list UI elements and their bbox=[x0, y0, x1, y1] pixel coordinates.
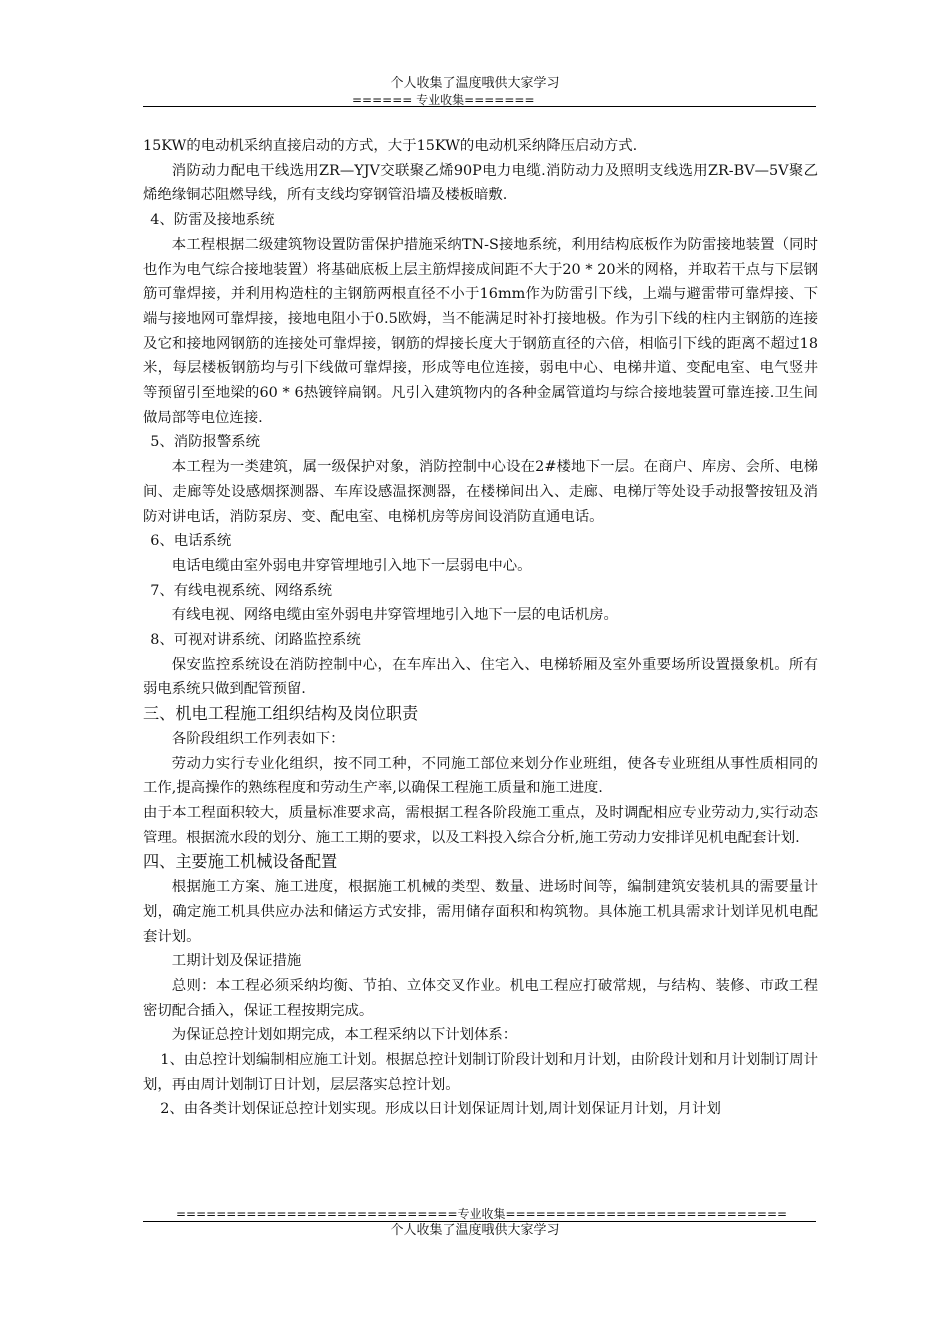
paragraph-fire-power-cable: 消防动力配电干线选用ZR—YJV交联聚乙烯90P电力电缆.消防动力及照明支线选用ZR-BV—5V聚乙烯绝缘铜芯阻燃导线，所有支线均穿钢管沿墙及楼板暗敷. bbox=[143, 162, 818, 204]
paragraph-lightning-grounding: 本工程根据二级建筑物设置防雷保护措施采纳TN-S接地系统，利用结构底板作为防雷接地装置（同时也作为电气综合接地装置）将基础底板上层主筋焊接成间距不大于20 * 20米的网格，并取若干点与下层钢筋可靠焊接，并利用构造柱的主钢筋两根直径不小于16mm作为防雷引下线，上端与避雷带可靠焊接、下端与接地网可靠焊接，接地电阻小于0.5欧姆，当不能满足时补打接地极。作为引下线的柱内主钢筋的连接及它和接地网钢筋的连接处可靠焊接，钢筋的焊接长度大于钢筋直径的六倍，相临引下线的距离不超过18米，每层楼板钢筋均与引下线做可靠焊接，形成等电位连接，弱电中心、电梯井道、变配电室、电气竖井等预留引至地梁的60 * 6热镀锌扁钢。凡引入建筑物内的各种金属管道均与综合接地装置可靠连接.卫生间做局部等电位连接. bbox=[143, 236, 818, 426]
header-divider bbox=[143, 106, 816, 107]
paragraph-stage-work-list: 各阶段组织工作列表如下： bbox=[171, 730, 345, 747]
paragraph-schedule-general: 总则：本工程必须采纳均衡、节拍、立体交叉作业。机电工程应打破常规，与结构、装修、市政工程密切配合插入，保证工程按期完成。 bbox=[143, 977, 818, 1019]
paragraph-telephone: 电话电缆由室外弱电井穿管埋地引入地下一层弱电中心。 bbox=[171, 557, 532, 574]
paragraph-fire-alarm: 本工程为一类建筑，属一级保护对象，消防控制中心设在2#楼地下一层。在商户、库房、会所、电梯间、走廊等处设感烟探测器、车库设感温探测器，在楼梯间出入、走廊、电梯厅等处设手动报警按钮及消防对讲电话，消防泵房、变、配电室、电梯机房等房间设消防直通电话。 bbox=[143, 459, 818, 525]
heading-cctv-intercom: 8、可视对讲系统、闭路监控系统 bbox=[150, 632, 361, 649]
list-item: 1、由总控计划编制相应施工计划。根据总控计划制订阶段计划和月计划，由阶段计划和月计划制订周计划，再由周计划制订日计划，层层落实总控计划。 bbox=[143, 1052, 818, 1093]
list-item: 2、由各类计划保证总控计划实现。形成以日计划保证周计划,周计划保证月计划，月计划 bbox=[160, 1101, 721, 1118]
heading-fire-alarm: 5、消防报警系统 bbox=[150, 434, 261, 451]
paragraph-cable-tv: 有线电视、网络电缆由室外弱电井穿管埋地引入地下一层的电话机房。 bbox=[171, 607, 618, 624]
header-subtitle: ====== 专业收集======= bbox=[352, 93, 535, 107]
paragraph-schedule-title: 工期计划及保证措施 bbox=[171, 953, 302, 970]
paragraph-labor-management: 由于本工程面积较大，质量标准要求高，需根据工程各阶段施工重点，及时调配相应专业劳动力,实行动态管理。根据流水段的划分、施工工期的要求，以及工料投入综合分析,施工劳动力安排详见机电配套计划. bbox=[143, 804, 818, 846]
paragraph-labor-organization: 劳动力实行专业化组织，按不同工种，不同施工部位来划分作业班组，使各专业班组从事性质相同的工作,提高操作的熟练程度和劳动生产率,以确保工程施工质量和施工进度. bbox=[143, 755, 818, 797]
heading-section-3: 三、机电工程施工组织结构及岗位职责 bbox=[143, 704, 419, 724]
heading-cable-tv: 7、有线电视系统、网络系统 bbox=[150, 582, 333, 599]
heading-section-4: 四、主要施工机械设备配置 bbox=[143, 852, 338, 872]
paragraph-motor-start: 15KW的电动机采纳直接启动的方式，大于15KW的电动机采纳降压启动方式. bbox=[143, 138, 638, 154]
heading-telephone: 6、电话系统 bbox=[150, 533, 232, 550]
paragraph-schedule-intro: 为保证总控计划如期完成，本工程采纳以下计划体系： bbox=[171, 1027, 518, 1044]
document-body bbox=[143, 134, 818, 1122]
footer-subtitle: ============================专业收集============================ bbox=[176, 1207, 788, 1221]
paragraph-equipment-plan: 根据施工方案、施工进度，根据施工机械的类型、数量、进场时间等，编制建筑安装机具的需要量计划，确定施工机具供应办法和储运方式安排，需用储存面积和构筑物。具体施工机具需求计划详见机电配套计划。 bbox=[143, 879, 818, 945]
paragraph-cctv-intercom: 保安监控系统设在消防控制中心，在车库出入、住宅入、电梯轿厢及室外重要场所设置摄象机。所有弱电系统只做到配管预留. bbox=[143, 656, 818, 698]
footer-divider bbox=[143, 1221, 816, 1222]
heading-lightning-grounding: 4、防雷及接地系统 bbox=[150, 212, 275, 229]
header-title: 个人收集了温度哦供大家学习 bbox=[390, 76, 560, 91]
footer-title: 个人收集了温度哦供大家学习 bbox=[390, 1223, 560, 1238]
